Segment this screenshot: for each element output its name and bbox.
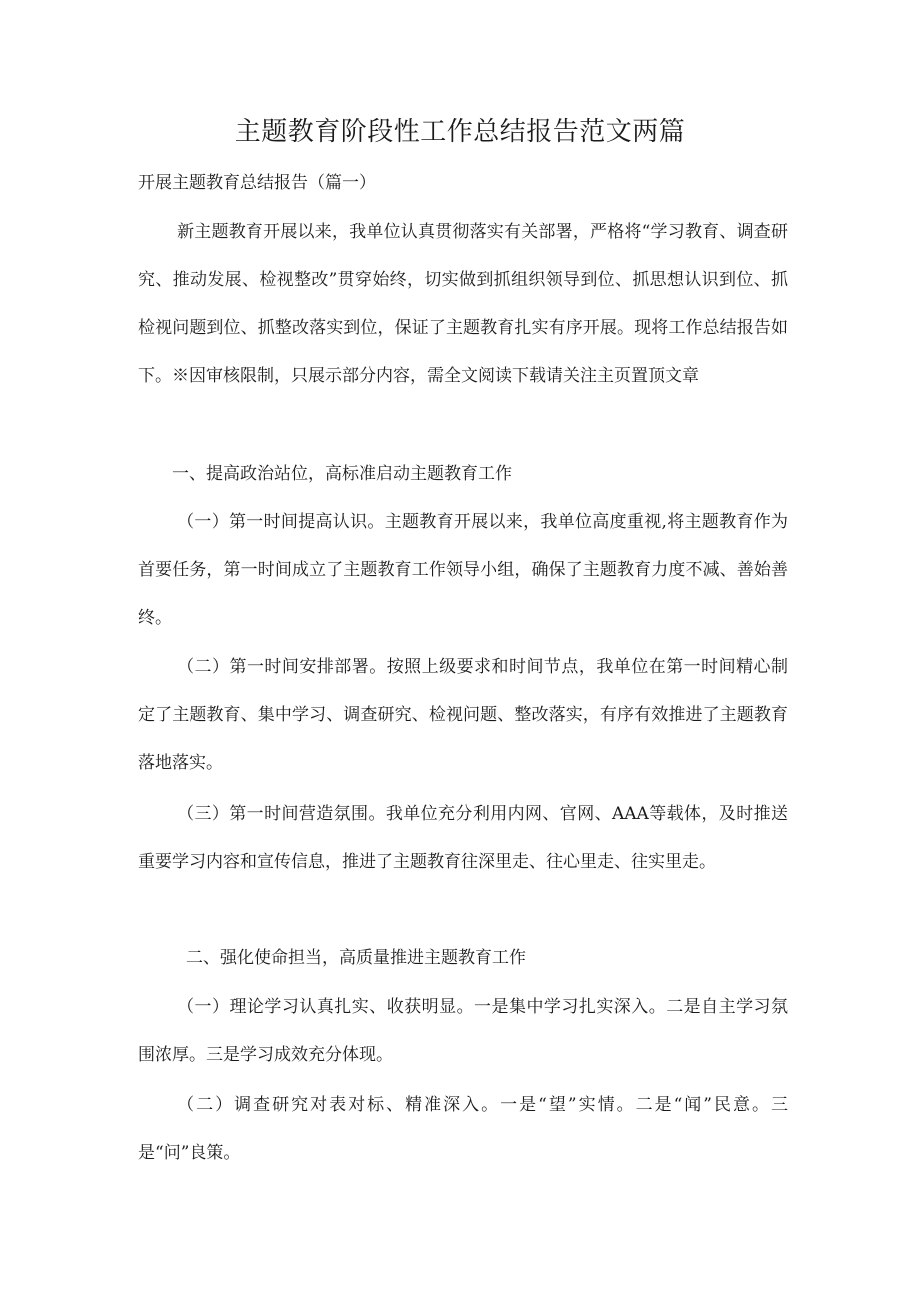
document-subtitle: 开展主题教育总结报告（篇一） xyxy=(138,173,376,193)
section-2-item-2: （二）调查研究对表对标、精准深入。一是“望”实情。二是“闻”民意。三是“问”良策。 xyxy=(138,1095,788,1163)
section-2-item-1: （一）理论学习认真扎实、收获明显。一是集中学习扎实深入。二是自主学习氛围浓厚。三是学习成效充分体现。 xyxy=(138,997,788,1065)
section-1-item-1: （一）第一时间提高认识。主题教育开展以来，我单位高度重视,将主题教育作为首要任务，第一时间成立了主题教育工作领导小组，确保了主题教育力度不减、善始善终。 xyxy=(138,512,788,628)
document-title: 主题教育阶段性工作总结报告范文两篇 xyxy=(234,117,686,147)
section-2-heading: 二、强化使命担当，高质量推进主题教育工作 xyxy=(186,948,526,968)
section-1-heading: 一、提高政治站位，高标准启动主题教育工作 xyxy=(172,464,512,484)
section-1-item-2: （二）第一时间安排部署。按照上级要求和时间节点，我单位在第一时间精心制定了主题教育、集中学习、调查研究、检视问题、整改落实，有序有效推进了主题教育落地落实。 xyxy=(138,657,788,773)
intro-paragraph: 新主题教育开展以来，我单位认真贯彻落实有关部署，严格将“学习教育、调查研究、推动发展、检视整改”贯穿始终，切实做到抓组织领导到位、抓思想认识到位、抓检视问题到位、抓整改落实到位，保证了主题教育扎实有序开展。现将工作总结报告如下。※因审核限制，只展示部分内容，需全文阅读下载请关注主页置顶文章 xyxy=(138,222,788,386)
section-1-item-3: （三）第一时间营造氛围。我单位充分利用内网、官网、AAA等载体，及时推送重要学习内容和宣传信息，推进了主题教育往深里走、往心里走、往实里走。 xyxy=(138,804,788,872)
